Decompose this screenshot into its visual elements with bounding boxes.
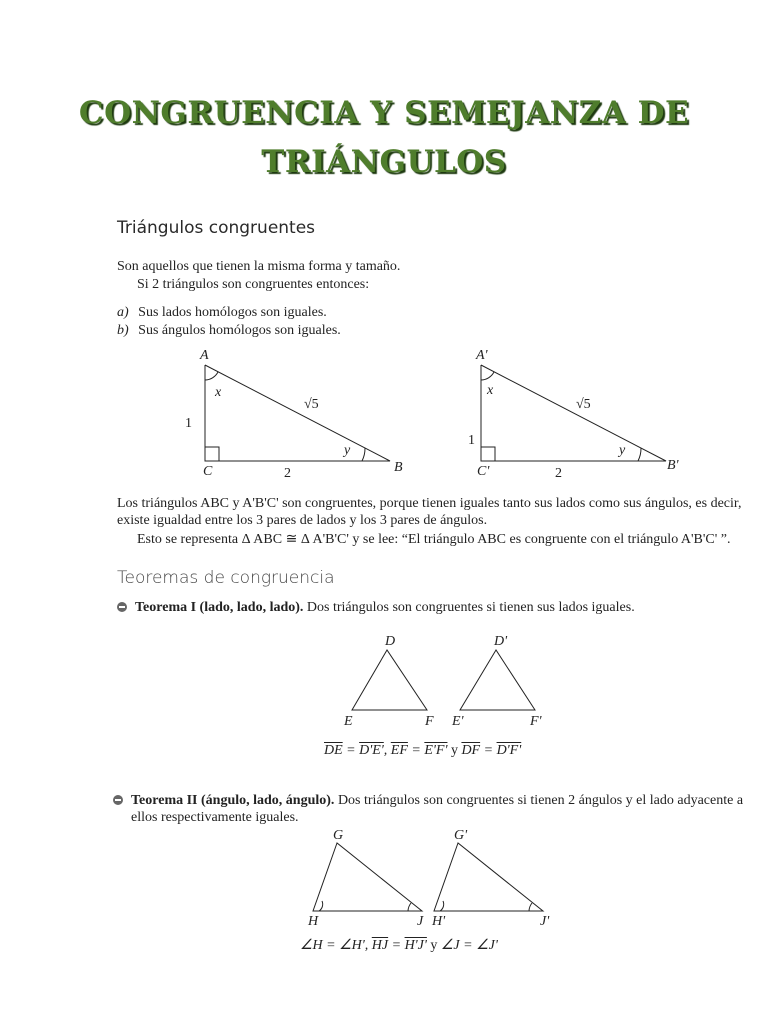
angle-j-prime: ∠J' [476,938,498,953]
theorem-1-text: Dos triángulos son congruentes si tienen sus lados iguales. [303,600,635,615]
hypotenuse-prime-label: √5 [576,397,591,412]
right-triangles-figure [170,340,740,485]
page-title-line1: CONGRUENCIA Y SEMEJANZA DE [78,95,690,131]
conditions-intro: Si 2 triángulos son congruentes entonces: [137,277,370,292]
bullet-icon [113,795,123,805]
angle-y-label: y [344,443,351,458]
condition-a-label: a) [117,305,129,320]
vertex-g-prime-label: G' [454,828,468,843]
theorem-2-equation: ∠H = ∠H', $\overline{HJ} = H'J'$ y ∠J = ∠J' [300,938,498,953]
vertex-j-prime-label: J' [540,914,550,929]
triangle-abc [185,348,403,481]
conjunction-y: y [430,938,438,953]
theorem-2 [113,792,763,826]
vertex-h-label: H [308,914,319,929]
vertex-f-label: F [425,714,434,729]
angle-j: ∠J [440,938,460,953]
vertex-b-prime-label: B' [667,458,679,473]
hypotenuse-label: √5 [304,397,319,412]
vertex-f-prime-label: F' [530,714,542,729]
congruence-explanation: Los triángulos ABC y A'B'C' son congruentes, porque tienen iguales tanto sus lados como sus ángulos, es decir, existe igualdad entre los 3 pares de lados y los 3 pares de ángulos. [117,496,742,528]
bullet-icon [117,602,127,612]
angle-x-prime-label: x [487,383,494,398]
vertex-b-label: B [394,460,403,475]
theorem-2-title: Teorema II (ángulo, lado, ángulo). [131,793,335,808]
triangle-g2h2j2 [431,828,550,929]
vertex-j-label: J [417,914,424,929]
theorem-2-text: Dos triángulos son congruentes si tienen 2 ángulos y el lado adyacente a ellos respectivamente iguales. [131,793,744,825]
section-heading-teoremas: Teoremas de congruencia [117,568,335,588]
condition-a-text: Sus lados homólogos son iguales. [138,305,327,320]
side-c2b2-label: 2 [555,466,562,481]
vertex-a-prime-label: A' [476,348,488,363]
theorem-1 [117,599,757,616]
segment-hj: $\overline{HJ}$ [371,938,389,953]
segment-ef: $\overline{EF}$ [390,743,408,758]
angle-h-prime: ∠H' [339,938,365,953]
vertex-d-prime-label: D' [494,634,508,649]
side-a2c2-label: 1 [468,433,475,448]
segment-df: $\overline{DF}$ [461,743,481,758]
condition-b [117,322,341,339]
condition-b-text: Sus ángulos homólogos son iguales. [138,323,341,338]
condition-a [117,304,327,321]
side-cb-label: 2 [284,466,291,481]
condition-b-label: b) [117,323,129,338]
vertex-e-label: E [344,714,353,729]
vertex-g-label: G [333,828,344,843]
angle-x-label: x [215,385,222,400]
segment-de: $\overline{DE}$ [324,743,343,758]
segment-e2f2: E'F' [424,743,448,758]
triangle-a2b2c2 [468,348,680,481]
definition-text: Son aquellos que tienen la misma forma y tamaño. [117,259,401,274]
triangle-def [343,634,434,729]
section-heading-triangulos-congruentes: Triángulos congruentes [117,218,316,238]
side-ac-label: 1 [185,416,192,431]
vertex-c-prime-label: C' [477,464,490,479]
triangle-ghj [307,828,424,929]
page-title-line2: TRIÁNGULOS [261,144,507,180]
segment-d2f2: D'F' [496,743,522,758]
vertex-h-prime-label: H' [432,914,446,929]
theorem-2-figure [300,825,570,935]
angle-h: ∠H [300,938,323,953]
theorem-1-title: Teorema I (lado, lado, lado). [135,600,304,615]
theorem-1-equation: $\overline{DE} = D'E'$, $\overline{EF} = E'F'$ y $\overline{DF} = D'F'$ [324,743,522,758]
congruence-notation: Esto se representa Δ ABC ≅ Δ A'B'C' y se lee: “El triángulo ABC es congruente con el triángulo A'B'C' ”. [137,532,731,547]
conjunction-y: y [450,743,458,758]
vertex-d-label: D [385,634,396,649]
segment-d2e2: D'E' [359,743,384,758]
triangle-d2e2f2 [451,634,543,729]
vertex-c-label: C [203,464,213,479]
vertex-e-prime-label: E' [452,714,464,729]
angle-y-prime-label: y [619,443,626,458]
vertex-a-label: A [200,348,209,363]
segment-h2j2: H'J' [404,938,427,953]
